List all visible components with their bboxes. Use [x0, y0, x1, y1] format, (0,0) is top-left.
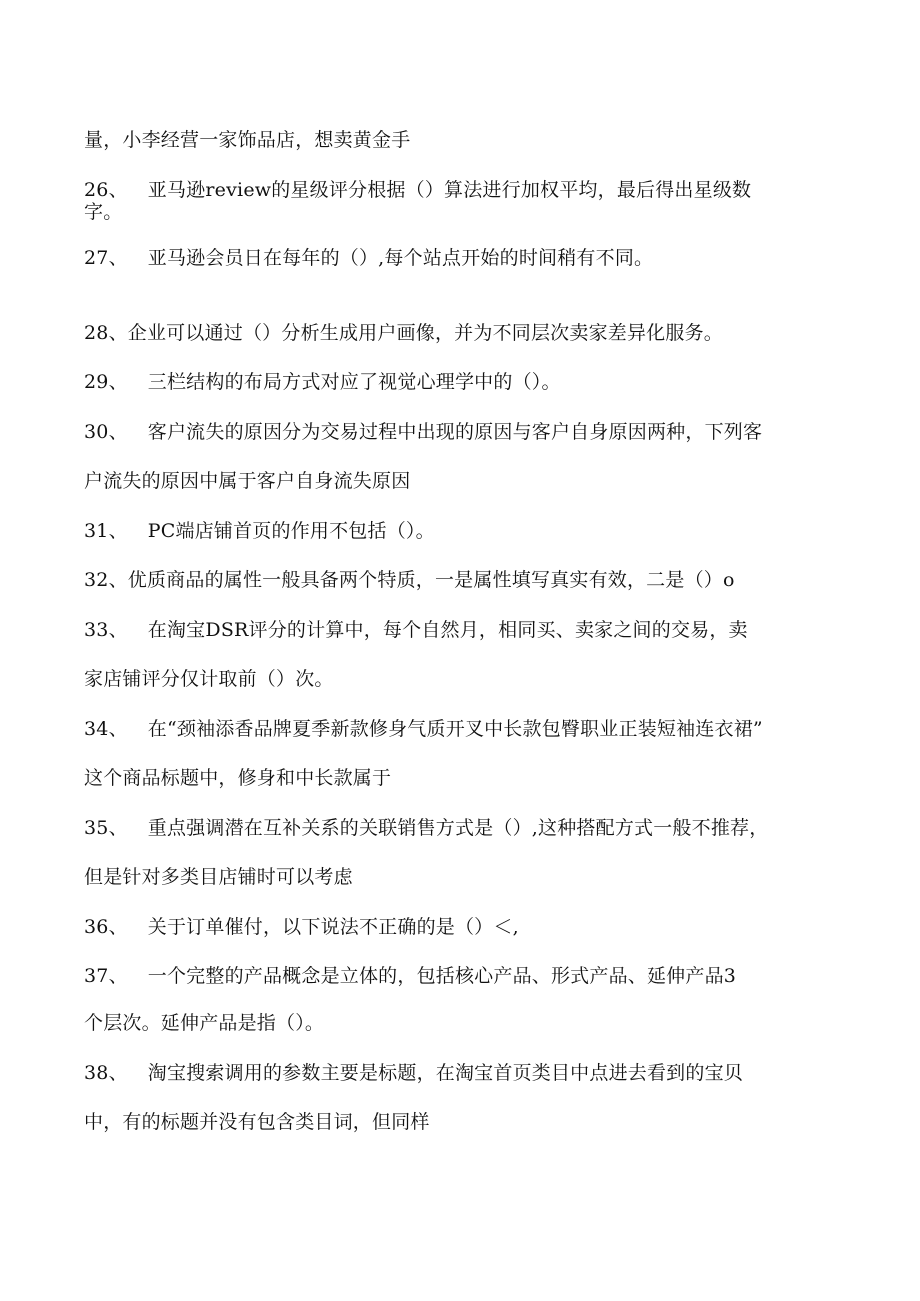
question-35 — [84, 816, 768, 840]
question-text: 三栏结构的布局方式对应了视觉心理学中的（）。 — [147, 371, 561, 393]
question-31 — [84, 519, 435, 543]
question-38 — [84, 1061, 743, 1085]
question-text: 关于订单催付，以下说法不正确的是（）＜, — [147, 916, 519, 938]
question-37-cont: 个层次。延伸产品是指（）。 — [84, 1012, 325, 1034]
question-36 — [84, 915, 519, 939]
question-28 — [84, 321, 723, 345]
question-text: 一个完整的产品概念是立体的，包括核心产品、形式产品、延伸产品3 — [147, 965, 737, 987]
question-text: 亚马逊review的星级评分根据（）算法进行加权平均，最后得出星级数 — [147, 179, 752, 201]
question-33-cont: 家店铺评分仅计取前（）次。 — [84, 668, 334, 690]
question-29 — [84, 370, 561, 394]
question-30-cont: 户流失的原因中属于客户自身流失原因 — [84, 470, 411, 492]
question-number: 34、 — [84, 718, 128, 740]
question-text: 在“颈袖添香品牌夏季新款修身气质开叉中长款包臀职业正装短袖连衣裙” — [147, 718, 763, 740]
continuation-text: 量，小李经营一家饰品店，想卖黄金手 — [84, 129, 411, 151]
question-number: 33、 — [84, 619, 128, 641]
question-number: 26、 — [84, 179, 128, 201]
question-number: 35、 — [84, 817, 128, 839]
question-number: 27、 — [84, 247, 128, 269]
question-number: 30、 — [84, 421, 128, 443]
question-text: PC端店铺首页的作用不包括（）。 — [147, 520, 435, 542]
question-number: 29、 — [84, 371, 128, 393]
question-text: 企业可以通过（）分析生成用户画像，并为不同层次卖家差异化服务。 — [127, 322, 723, 344]
question-text: 客户流失的原因分为交易过程中出现的原因与客户自身原因两种，下列客 — [147, 421, 763, 443]
question-number: 36、 — [84, 916, 128, 938]
question-26 — [84, 178, 751, 202]
question-text: 重点强调潜在互补关系的关联销售方式是（）,这种搭配方式一般不推荐， — [147, 817, 769, 839]
question-number: 28、 — [84, 322, 128, 344]
question-38-cont: 中，有的标题并没有包含类目词，但同样 — [84, 1111, 430, 1133]
question-34 — [84, 717, 763, 741]
question-27 — [84, 246, 653, 270]
question-text: 淘宝搜索调用的参数主要是标题，在淘宝首页类目中点进去看到的宝贝 — [147, 1062, 743, 1084]
question-26-cont: 字。 — [84, 201, 123, 223]
question-34-cont: 这个商品标题中，修身和中长款属于 — [84, 767, 392, 789]
question-number: 37、 — [84, 965, 128, 987]
question-35-cont: 但是针对多类目店铺时可以考虑 — [84, 866, 353, 888]
question-37 — [84, 964, 736, 988]
question-33 — [84, 618, 748, 642]
question-text: 亚马逊会员日在每年的（）,每个站点开始的时间稍有不同。 — [147, 247, 654, 269]
question-text: 优质商品的属性一般具备两个特质，一是属性填写真实有效，二是（）o — [127, 569, 735, 591]
question-number: 31、 — [84, 520, 128, 542]
question-text: 在淘宝DSR评分的计算中，每个自然月，相同买、卖家之间的交易，卖 — [147, 619, 748, 641]
question-30 — [84, 420, 762, 444]
question-number: 32、 — [84, 569, 128, 591]
question-number: 38、 — [84, 1062, 128, 1084]
question-32 — [84, 568, 735, 592]
